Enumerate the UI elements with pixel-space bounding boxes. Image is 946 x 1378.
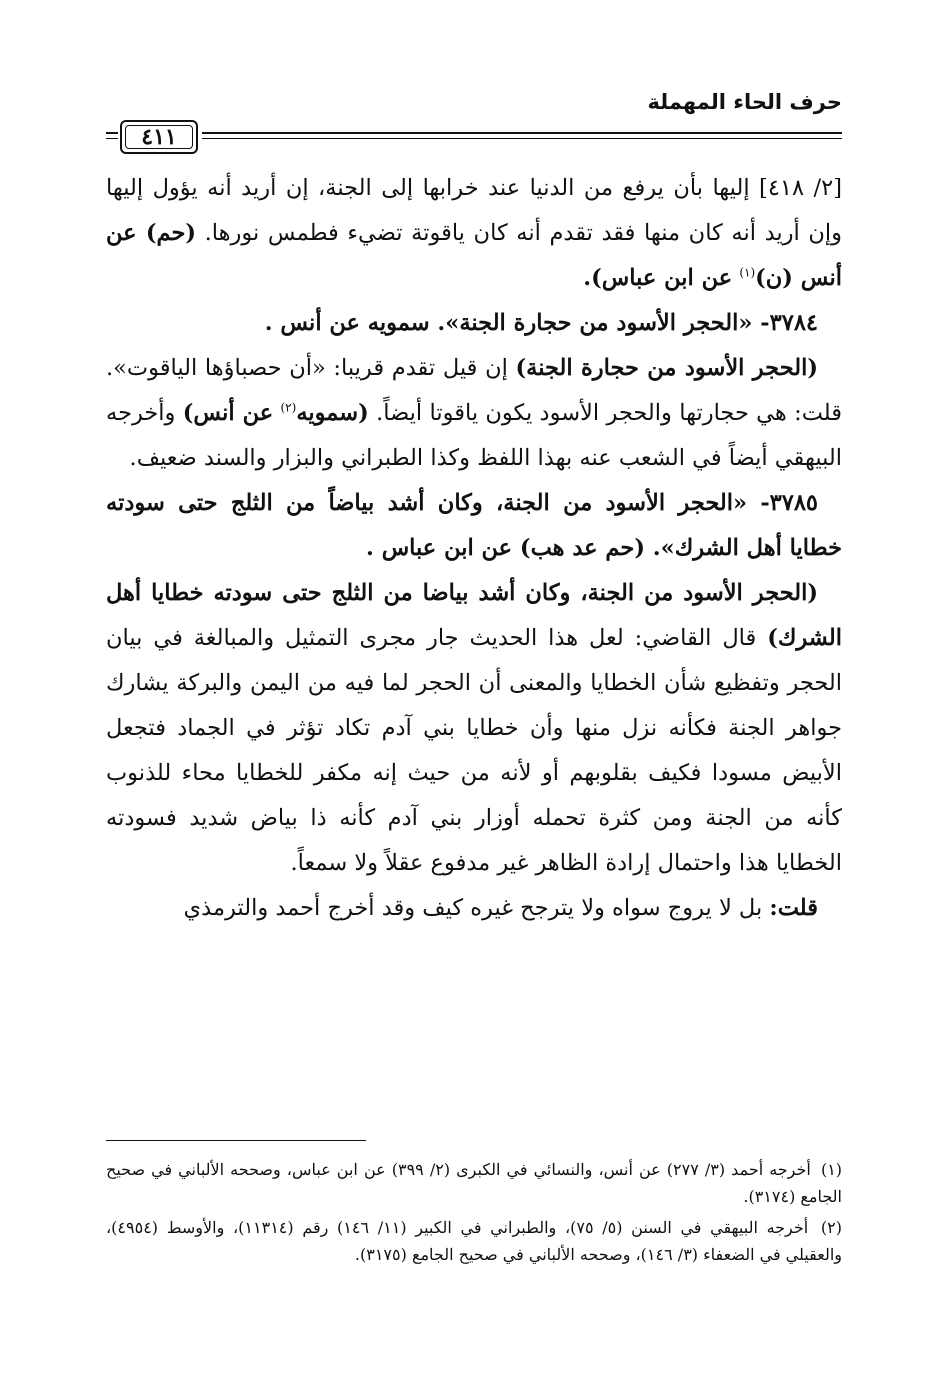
footnote-ref-1: (١)	[739, 265, 756, 280]
hadith-3785: ٣٧٨٥- «الحجر الأسود من الجنة، وكان أشد بياضاً من الثلج حتى سودته خطايا أهل الشرك». (حم عد هب) عن ابن عباس .	[106, 490, 842, 561]
footnotes	[106, 1156, 842, 1272]
source-citation: (حم) عن أنس (ن)	[106, 220, 842, 291]
commentary-qultu	[106, 886, 842, 931]
continuation-text: [٢/ ٤١٨] إليها بأن يرفع من الدنيا عند خرابها إلى الجنة، إن أريد أنه يؤول إليها وإن أريد أنه كان منها فقد تقدم أنه كان ياقوتة تضيء فطمس نورها.	[106, 175, 843, 246]
quoted-hadith: (الحجر الأسود من حجارة الجنة)	[515, 355, 818, 381]
footnote-text: أخرجه البيهقي في السنن (٥/ ٧٥)، والطبراني في الكبير (١١/ ١٤٦) رقم (١١٣١٤)، والأوسط (٤٩٥٤)، والعقيلي في الضعفاء (٣/ ١٤٦)، وصححه الألباني في صحيح الجامع (٣١٧٥).	[106, 1218, 842, 1264]
header-rule	[106, 120, 842, 166]
commentary-text: قال القاضي: لعل هذا الحديث جار مجرى التمثيل والمبالغة في بيان الحجر وتفظيع شأن الخطايا والمعنى أن الحجر لما فيه من اليمن والبركة يشارك جواهر الجنة فكأنه نزل منها وأن خطايا بني آدم تكاد تؤثر في الجماد فتجعل الأبيض مسودا فكيف بقلوبهم أو لأنه من حيث إنه مكفر للخطايا محاء للذنوب كأنه من الجنة ومن كثرة تحمله أوزار بني آدم كأنه ذا بياض شديد فسودته الخطايا هذا واحتمال إرادة الظاهر غير مدفوع عقلاً ولا سمعاً.	[106, 625, 842, 876]
quoted-hadith: (الحجر الأسود من الجنة، وكان أشد بياضا من الثلج حتى سودته خطايا أهل الشرك)	[106, 580, 842, 651]
commentary-3784	[106, 346, 842, 481]
source-citation-end: عن أنس)	[182, 400, 274, 426]
source-citation: (سمويه	[296, 400, 369, 426]
main-text	[106, 166, 842, 931]
commentary-text-end: وأخرجه البيهقي أيضاً في الشعب عنه بهذا اللفظ وكذا الطبراني والبزار والسند ضعيف.	[106, 400, 842, 471]
commentary-text: إن قيل تقدم قريبا: «أن حصباؤها الياقوت». قلت: هي حجارتها والحجر الأسود يكون ياقوتا أيضاً.	[106, 355, 843, 426]
paragraph-continuation	[106, 166, 842, 301]
running-header: حرف الحاء المهملة	[647, 90, 842, 114]
header-rule-line-left	[106, 132, 118, 139]
commentary-3785	[106, 571, 842, 886]
page-content	[106, 88, 842, 931]
source-citation-end: عن ابن عباس).	[583, 265, 733, 291]
footnote-number: (١)	[820, 1160, 843, 1179]
footnote-number: (٢)	[820, 1218, 843, 1237]
qultu-label: قلت:	[769, 895, 818, 921]
footnote-ref-2: (٢)	[280, 400, 297, 415]
footnote-text: أخرجه أحمد (٣/ ٢٧٧) عن أنس، والنسائي في الكبرى (٢/ ٣٩٩) عن ابن عباس، وصححه الألباني في صحيح الجامع (٣١٧٤).	[106, 1160, 842, 1206]
page-number: ٤١١	[120, 120, 198, 154]
header-rule-line-right	[202, 132, 842, 139]
commentary-text: بل لا يروج سواه ولا يترجح غيره كيف وقد أخرج أحمد والترمذي	[183, 895, 763, 921]
footnote-separator	[106, 1140, 366, 1141]
hadith-3784: ٣٧٨٤- «الحجر الأسود من حجارة الجنة». سمويه عن أنس .	[264, 310, 818, 336]
footnote-2	[106, 1214, 842, 1268]
footnote-1	[106, 1156, 842, 1210]
